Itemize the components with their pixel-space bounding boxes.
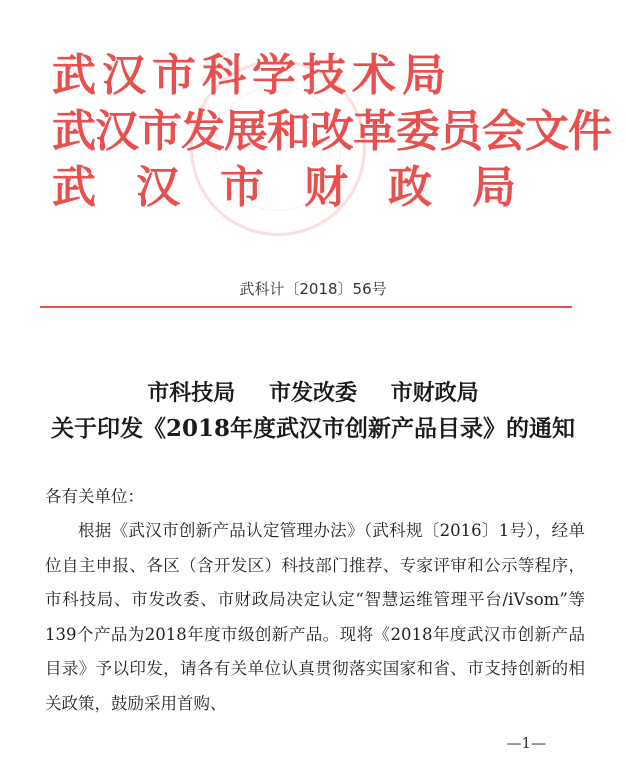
red-divider-line — [40, 306, 572, 308]
header-line-1: 武汉市科学技术局 — [52, 50, 452, 101]
title-issuers — [0, 376, 626, 407]
issuer-3: 市财政局 — [390, 380, 479, 406]
document-number: 武科计〔2018〕56号 — [239, 280, 387, 298]
body-paragraph: 根据《武汉市创新产品认定管理办法》（武科规〔2016〕1号），经单位自主申报、各区（含开发区）科技部门推荐、专家评审和公示等程序，市科技局、市发改委、市财政局决定认定“智慧运维管理平台/iVsom”等139个产品为2018年度市级创新产品。现将《2018年度武汉市创新产品目录》予以印发，请各有关单位认真贯彻落实国家和省、市支持创新的相关政策，鼓励采用首购、 — [45, 521, 585, 713]
title-subject: 关于印发《2018年度武汉市创新产品目录》的通知 — [50, 415, 575, 442]
header-line-3: 武汉市财政局 — [52, 162, 556, 213]
header-line-2: 武汉市发展和改革委员会文件 — [52, 106, 611, 157]
issuing-authorities-header — [52, 48, 611, 216]
issuer-1: 市科技局 — [147, 380, 236, 406]
issuer-2: 市发改委 — [268, 380, 357, 406]
salutation: 各有关单位： — [45, 487, 144, 506]
page-number: —1— — [506, 734, 546, 752]
